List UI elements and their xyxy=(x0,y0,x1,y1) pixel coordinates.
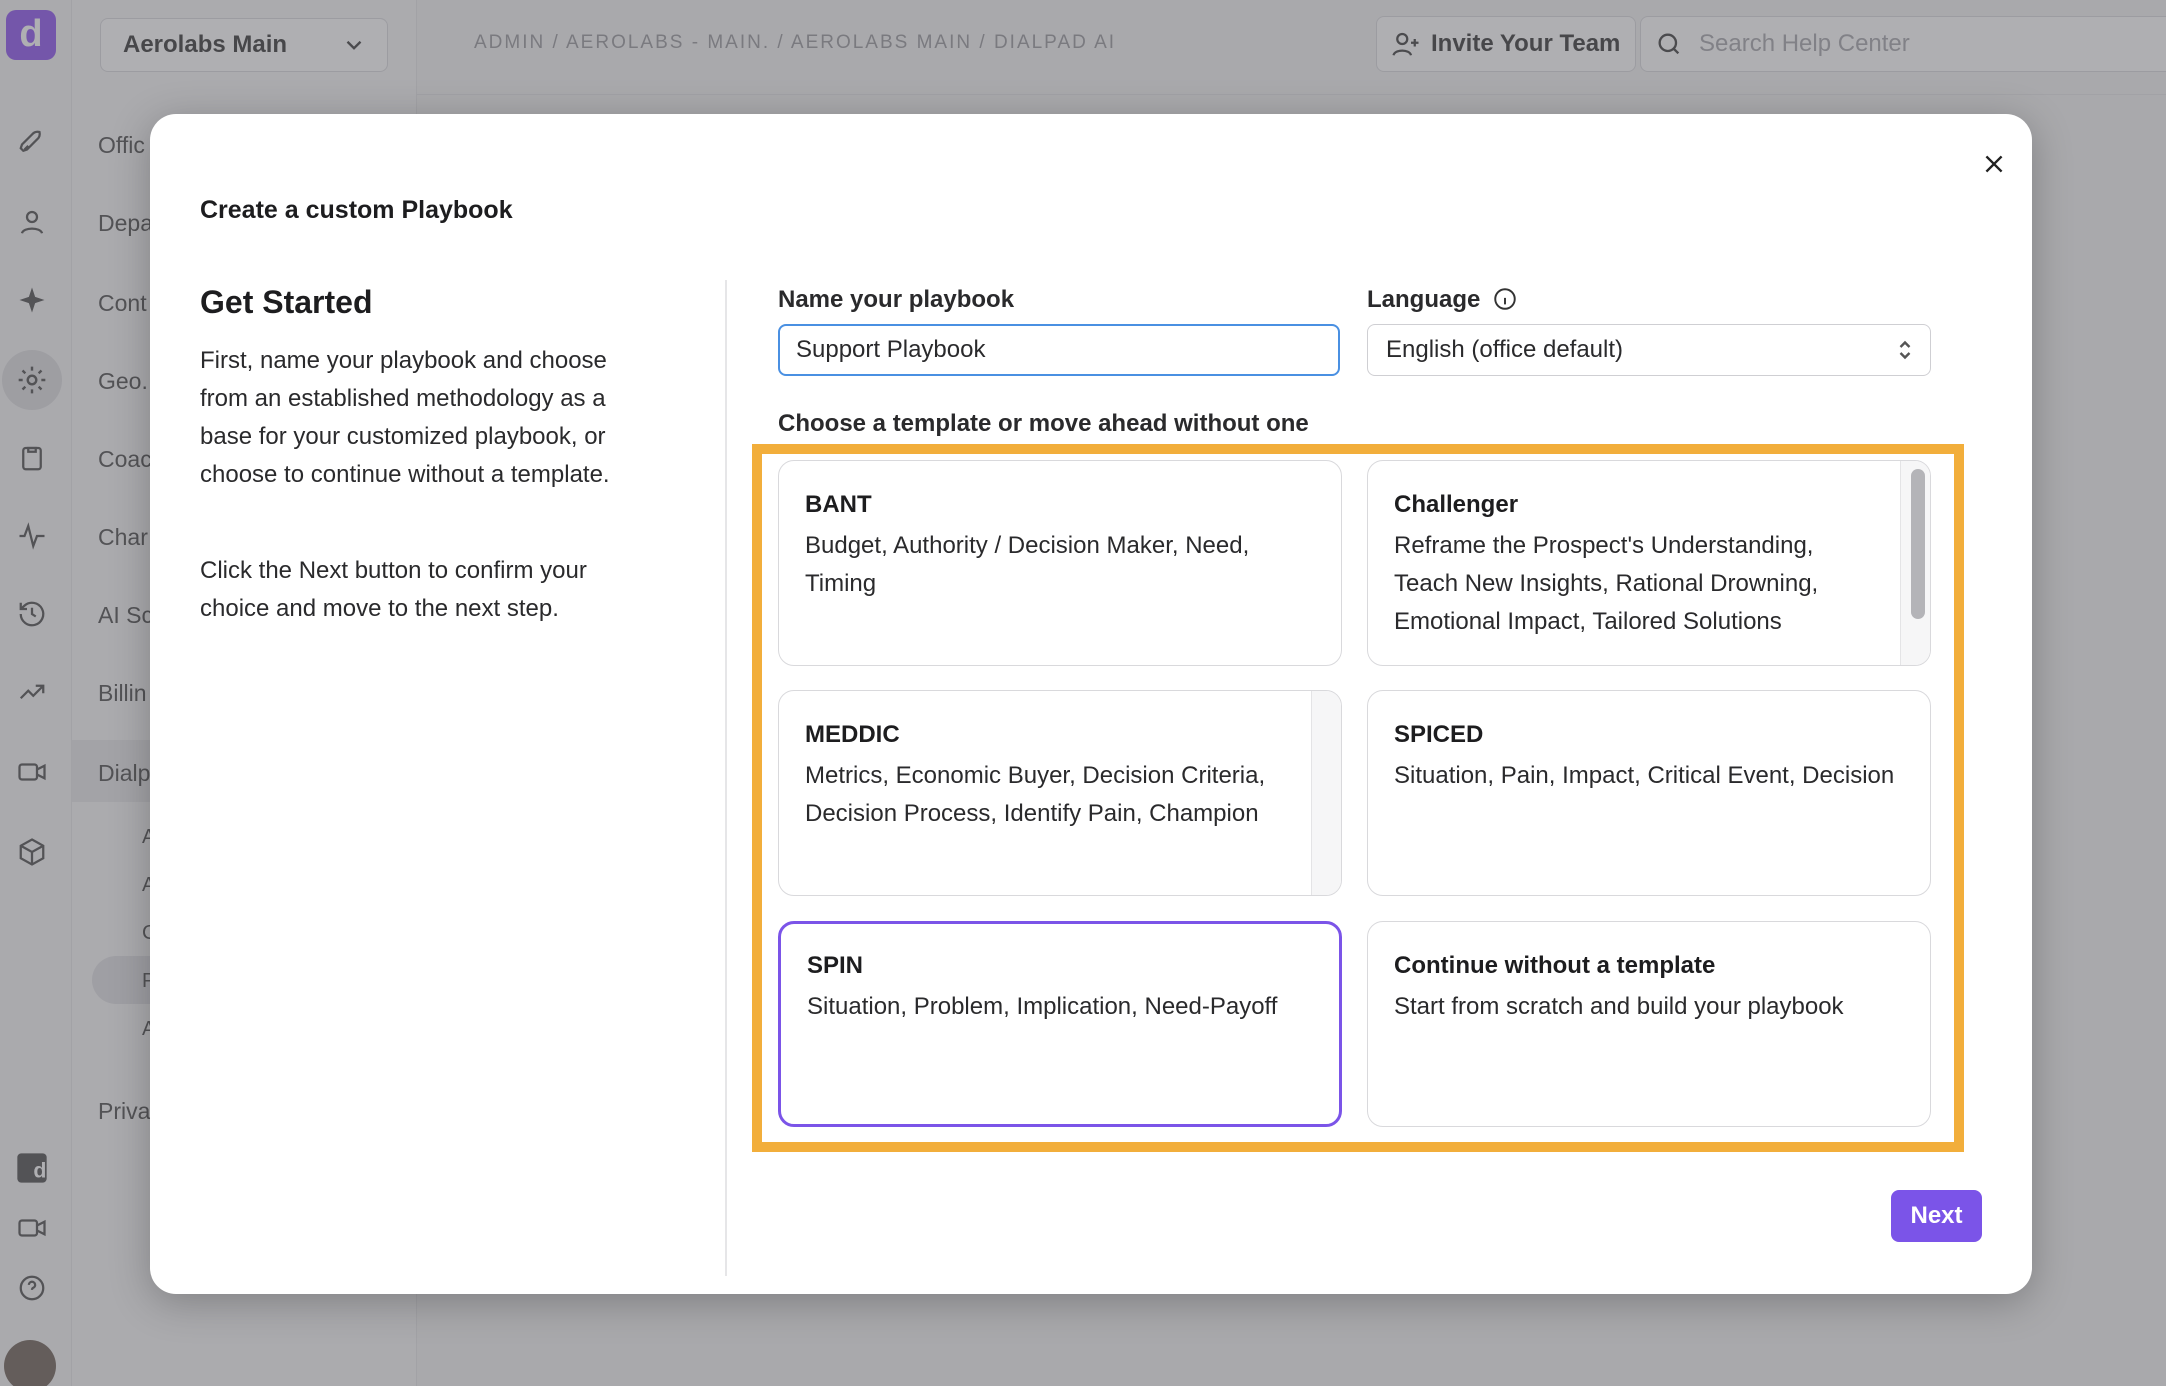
template-card-no-template[interactable] xyxy=(1367,921,1931,1127)
template-card-bant[interactable] xyxy=(778,460,1342,666)
template-description: Reframe the Prospect's Understanding, Teach New Insights, Rational Drowning, Emotional Impact, Tailored Solutions xyxy=(1394,532,1819,635)
playbook-name-input[interactable] xyxy=(778,324,1340,376)
template-description: Situation, Problem, Implication, Need-Payoff xyxy=(807,993,1278,1020)
name-playbook-label: Name your playbook xyxy=(778,286,1015,313)
template-title: BANT xyxy=(805,491,872,518)
template-card-challenger[interactable] xyxy=(1367,460,1931,666)
template-title: Continue without a template xyxy=(1394,952,1716,979)
template-card-meddic[interactable] xyxy=(778,690,1342,896)
template-title: MEDDIC xyxy=(805,721,900,748)
template-card-spin[interactable] xyxy=(778,921,1342,1127)
select-arrows-icon xyxy=(1896,338,1914,362)
get-started-next-hint: Click the Next button to confirm your choice and move to the next step. xyxy=(200,557,587,622)
modal-title: Create a custom Playbook xyxy=(200,196,513,224)
language-selected-value: English (office default) xyxy=(1386,336,1624,363)
close-icon xyxy=(1981,151,2007,177)
section-divider xyxy=(725,280,727,1276)
get-started-description: First, name your playbook and choose from an established methodology as a base for your customized playbook, or choose to continue without a template. xyxy=(200,347,610,488)
template-description: Budget, Authority / Decision Maker, Need, Timing xyxy=(805,532,1250,597)
language-label: Language xyxy=(1367,286,1481,313)
template-description: Start from scratch and build your playbook xyxy=(1394,993,1844,1020)
scrollbar-thumb[interactable] xyxy=(1911,469,1925,619)
card-scrollbar[interactable] xyxy=(1311,691,1341,895)
template-card-spiced[interactable] xyxy=(1367,690,1931,896)
template-description: Situation, Pain, Impact, Critical Event, Decision xyxy=(1394,762,1895,789)
template-title: SPICED xyxy=(1394,721,1484,748)
get-started-title: Get Started xyxy=(200,284,373,320)
template-section-label: Choose a template or move ahead without one xyxy=(778,410,1309,437)
next-button[interactable]: Next xyxy=(1891,1190,1982,1242)
template-title: SPIN xyxy=(807,952,864,979)
card-scrollbar[interactable] xyxy=(1900,461,1930,665)
create-playbook-modal xyxy=(150,114,2032,1294)
info-icon[interactable] xyxy=(1492,286,1518,312)
language-select[interactable] xyxy=(1367,324,1931,376)
template-description: Metrics, Economic Buyer, Decision Criteria, Decision Process, Identify Pain, Champion xyxy=(805,762,1266,827)
close-button[interactable] xyxy=(1970,140,2018,188)
template-title: Challenger xyxy=(1394,491,1519,518)
